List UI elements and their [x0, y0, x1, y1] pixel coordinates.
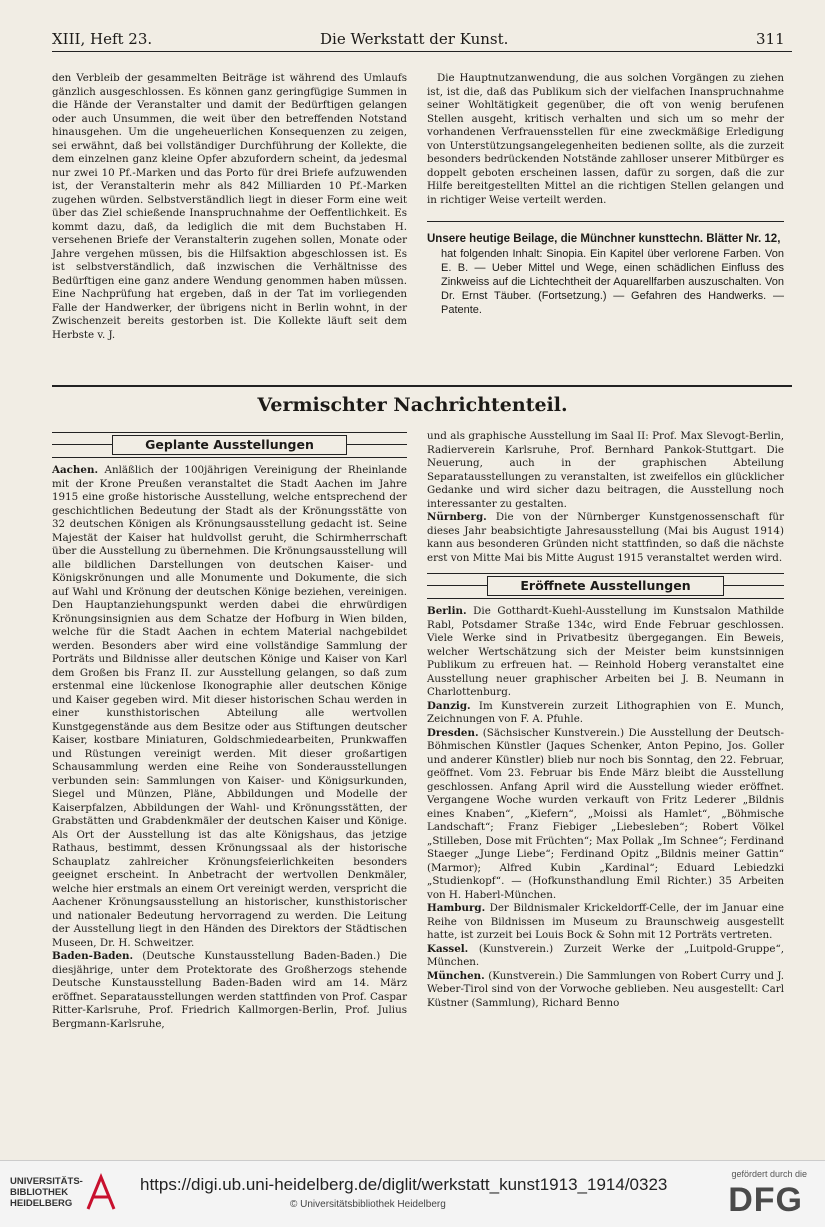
library-name	[10, 1176, 83, 1209]
berlin-text: Die Gotthardt-Kuehl-Ausstellung im Kunstsalon Mathilde Rabl, Potsdamer Straße 134c, wird Ende Februar geschlossen. Viele Werke sind in Privatbesitz übergegangen. Ein Beweis, welcher Wertschätzung sich der Meister beim kunstsinnigen Publikum zu erfreuen hat. — Reinhold Hoberg veranstaltet eine Ausstellung neuer graphischer Arbeiten bei J. B. Neumann in Charlottenburg.	[427, 605, 784, 698]
berlin-city: Berlin.	[427, 605, 467, 617]
hamburg-text: Der Bildnismaler Krickeldorff-Celle, der im Januar eine Reihe von Bildnissen im Museum zu Braunschweig ausgestellt hatte, ist zurzeit bei Louis Bock & Sohn mit 12 Porträts vertreten.	[427, 902, 784, 941]
divider	[427, 221, 784, 222]
nuernberg-city: Nürnberg.	[427, 511, 487, 523]
top-left-text: den Verbleib der gesammelten Beiträge ist während des Umlaufs gänzlich ausgeschlossen. Es können ganz geringfügige Summen in die Hände der Veranstalter und damit der Bedürftigen gelangen oder auch Unsummen, die weit über den betreffenden Notstand hinausgehen. Um die ungeheuerlichen Konsequenzen zu zeigen, sei erwähnt, daß bei vollständiger Durchführung der Kollekte, die dem einzelnen ganz kleine Opfer abzufordern scheint, da jedesmal nur zwei 10 Pf.-Marken und das Porto für drei Briefe aufzuwenden ist, der Veranstalterin mehr als 842 Milliarden 10 Pf.-Marken zugehen würden. Selbstverständlich liegt in dieser Form eine weit über das Ziel schießende Inanspruchnahme der Oeffentlichkeit. Es kommt dazu, daß, da lediglich die mit dem Buchstaben H. versehenen Briefe der Veranstalterin zugehen sollen, Monate oder Jahre vergehen müssen, bis die Hilfsaktion abgeschlossen ist. Es ist selbstverständlich, daß inzwischen die Verhältnisse des Bedürftigen eine ganz andere Wendung genommen haben müssen. Eine Nachprüfung hat ergeben, daß in der Tat im vorliegenden Falle der Handwerker, der übrigens nicht in Berlin wohnt, in der Zwischenzeit bereits gestorben ist. Die Kollekte läuft seit dem Herbste v. J.	[52, 72, 407, 341]
top-right-text: Die Hauptnutzanwendung, die aus solchen Vorgängen zu ziehen ist, ist die, daß das Publikum sich der vielfachen Inanspruchnahme seiner Wohltätigkeit gegenüber, die oft von wenig berufenen Stellen ausgeht, kritisch verhalten und sich um so mehr der vorhandenen Verfrauensstellen für eine zweckmäßige Erledigung von Unterstützungsangelegenheiten bedienen sollte, als die zurzeit besonders bedrückenden Notstände zahlloser unserer Mitbürger es doppelt geboten erscheinen lassen, dafür zu sorgen, daß die zur Hilfe bereitgestellten Mittel an die richtigen Stellen gelangen und in richtiger Weise verteilt werden.	[427, 72, 784, 206]
aachen-text: Anläßlich der 100jährigen Vereinigung der Rheinlande mit der Krone Preußen veranstaltet die Stadt Aachen im Jahre 1915 eine große historische Ausstellung, welche entsprechend der geschichtlichen Bedeutung der Stadt als der Krönungsstätte von 32 deutschen Königen als Krönungsausstellung gedacht ist. Seine Majestät der Kaiser hat huldvollst geruht, die Schirmherrschaft über die Ausstellung zu übernehmen. Die Krönungsausstellung will alle bildlichen Darstellungen von deutschen Kaiser- und Königskrönungen und alle Monumente und Dokumente, die sich auf Wahl und Krönung der deutschen Könige beziehen, vereinigen. Den Hauptanziehungspunkt werden dabei die ehrwürdigen Krönungsinsignien aus dem Schatze der Hofburg in Wien bilden, welche für die Stadt Aachen in echtem Material nachgebildet werden. Besonders aber wird eine vollständige Sammlung der Porträts und Bildnisse aller deutschen Könige und Kaiser von Karl dem Großen bis Franz II. zur Ausstellung gelangen, so daß zum erstenmal eine lückenlose Ikonographie aller deutschen Könige und Kaiser gegeben wird. Mit dieser historischen Schau werden in einer kunsthistorischen Abteilung alle wertvollen Kunstgegenstände aus dem Besitze oder aus Stiftungen deutscher Kaiser, kostbare Miniaturen, Goldschmiedearbeiten, Prunkwaffen und Rüstungen vereinigt werden. Mit dieser großartigen Schausammlung werden eine Reihe von Sonderausstellungen verbunden sein: Sammlungen von Kaiser- und Königsurkunden, Siegel und Münzen, Pläne, Abbildungen und Modelle der Kaiserpfalzen, Abbildungen der Wahl- und Krönungsstätten, der Grabstätten und Grabdenkmäler der deutschen Kaiser und Könige. Als Ort der Ausstellung ist das alte Königshaus, das jetzige Rathaus, bestimmt, dessen Krönungssaal als der historische Schauplatz zahlreicher Krönungsfeierlichkeiten besonders geeignet erscheint. In Anbetracht der wertvollen Denkmäler, welche hier erstmals an einem Ort vereinigt werden, verspricht die Aachener Krönungsausstellung an historischer, kunsthistorischer und nationaler Bedeutung hervorragend zu werden. Die Leitung der Ausstellung liegt in den Händen des Direktors der Städtischen Museen, Dr. H. Schweitzer.	[52, 464, 407, 949]
top-right-column	[427, 72, 784, 317]
kassel-city: Kassel.	[427, 942, 469, 955]
library-line-1: UNIVERSITÄTS-	[10, 1176, 83, 1187]
berlin-paragraph	[427, 605, 784, 700]
header-title: Die Werkstatt der Kunst.	[320, 30, 509, 48]
baden-city: Baden-Baden.	[52, 950, 134, 962]
eroeffnete-title: Eröffnete Ausstellungen	[487, 576, 724, 596]
intro-text: und als graphische Ausstellung im Saal II: Prof. Max Slevogt-Berlin, Radierverein Karlsruhe, Prof. Bernhard Pankok-Stuttgart. Die Neuerung, auch in der graphischen Abteilung Separatausstellungen zu veranstalten, ist zweifellos ein glücklicher Gedanke und wird sicher dazu beitragen, die Ausstellung noch interessanter zu gestalten.	[427, 430, 784, 510]
dfg-logo: DFG	[728, 1181, 803, 1219]
muenchen-text: (Kunstverein.) Die Sammlungen von Robert Curry und J. Weber-Tirol sind von der Vorwoche geblieben. Neu ausgestellt: Carl Küstner (Sammlung), Richard Benno	[427, 969, 784, 1009]
beilage-body: hat folgenden Inhalt: Sinopia. Ein Kapitel über verlorene Farben. Von E. B. — Ueber Mittel und Wege, einen schädlichen Einfluss des Zinkweiss auf die Lichtechtheit der Aquarellfarben auszuschalten. Von Dr. Ernst Täuber. (Fortsetzung.) — Gefahren des Handwerks. — Patente.	[441, 248, 784, 316]
header-issue: XIII, Heft 23.	[52, 30, 153, 48]
danzig-paragraph	[427, 700, 784, 727]
copyright-notice: © Universitätsbibliothek Heidelberg	[290, 1199, 446, 1210]
hamburg-city: Hamburg.	[427, 902, 486, 914]
header-page-number: 311	[756, 30, 785, 48]
baden-paragraph	[52, 950, 407, 1031]
kassel-paragraph	[427, 943, 784, 970]
dresden-text: (Sächsischer Kunstverein.) Die Ausstellung der Deutsch-Böhmischen Künstler (Jaques Schenker, Anton Pepino, Jos. Goller und anderer Künstler) blieb nur noch bis Sonntag, den 22. Februar, geöffnet. Vom 23. Februar bis Ende März bleibt die Ausstellung geschlossen. Anfang April wird die Ausstellung wieder eröffnet. Vergangene Woche wurden verkauft von Fritz Lederer „Bildnis eines Knaben“, „Kiefern“, „Moissi als Hamlet“, „Böhmische Landschaft“; Franz Fiebiger „Liebesleben“; Robert Völkel „Stilleben, Dose mit Früchten“; Max Pollak „Im Schnee“; Ferdinand Staeger „Junge Liebe“; Ferdinand Opitz „Bildnis meiner Gattin“ (Marmor); Alfred Kubin „Kardinal“; Eduard Lebiedzki „Studienkopf“. — (Hofkunsthandlung Emil Richter.) 35 Arbeiten von H. Haberl-München.	[427, 726, 784, 901]
dresden-city: Dresden.	[427, 726, 479, 739]
permalink-url[interactable]: https://digi.ub.uni-heidelberg.de/diglit/werkstatt_kunst1913_1914/0323	[140, 1175, 668, 1194]
baden-text: (Deutsche Kunstausstellung Baden-Baden.) Die diesjährige, unter dem Protektorate des Großherzogs stehende Deutsche Kunstausstellung Baden-Baden wird am 14. März eröffnet. Separatausstellungen werden stattfinden von Prof. Caspar Ritter-Karlsruhe, Prof. Friedrich Kallmorgen-Berlin, Prof. Julius Bergmann-Karlsruhe,	[52, 950, 407, 1030]
danzig-city: Danzig.	[427, 699, 471, 712]
aachen-city: Aachen.	[52, 464, 99, 476]
dresden-paragraph	[427, 727, 784, 903]
library-logo-icon	[84, 1173, 118, 1213]
eroeffnete-header	[427, 573, 784, 599]
library-line-3: HEIDELBERG	[10, 1198, 73, 1209]
muenchen-paragraph	[427, 970, 784, 1011]
header-rule	[52, 51, 792, 52]
right-news-column	[427, 430, 784, 1010]
viewer-footer	[0, 1160, 825, 1227]
funded-by-label: gefördert durch die	[731, 1169, 807, 1179]
top-left-column	[52, 72, 407, 342]
beilage-heading: Unsere heutige Beilage, die Münchner kunsttechn. Blätter Nr. 12,	[427, 233, 781, 245]
hamburg-paragraph	[427, 902, 784, 943]
left-news-column	[52, 430, 407, 1031]
aachen-paragraph	[52, 464, 407, 950]
nuernberg-text: Die von der Nürnberger Kunstgenossenschaft für dieses Jahr beabsichtigte Jahresausstellung (Mai bis August 1914) kann aus besonderen Gründen nicht stattfinden, so daß die nächste erst von Mitte Mai bis Mitte August 1915 veranstaltet werden wird.	[427, 511, 784, 564]
danzig-text: Im Kunstverein zurzeit Lithographien von E. Munch, Zeichnungen von F. A. Pfuhle.	[427, 699, 785, 725]
muenchen-city: München.	[427, 969, 485, 982]
geplante-title: Geplante Ausstellungen	[112, 435, 347, 455]
geplante-header	[52, 432, 407, 458]
library-line-2: BIBLIOTHEK	[10, 1187, 69, 1198]
section-title: Vermischter Nachrichtenteil.	[257, 394, 568, 416]
nuernberg-paragraph	[427, 511, 784, 565]
kassel-text: (Kunstverein.) Zurzeit Werke der „Luitpold-Gruppe“, München.	[427, 942, 784, 968]
section-rule	[52, 385, 792, 387]
